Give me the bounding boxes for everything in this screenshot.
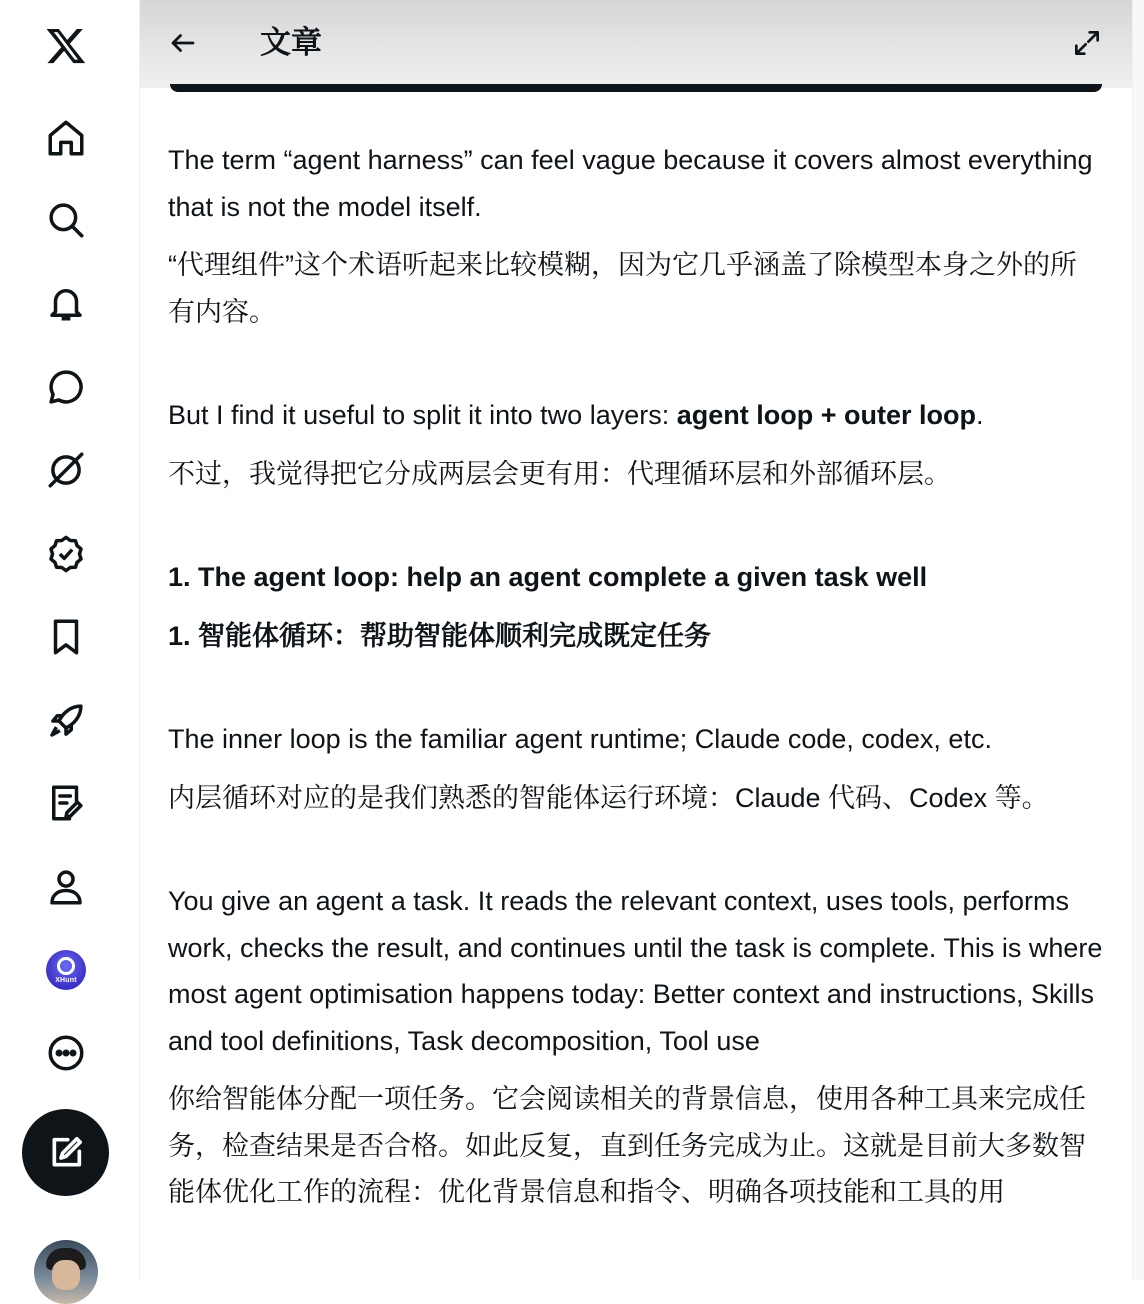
more-circle-icon [45,1032,87,1074]
nav-more[interactable] [22,1023,110,1083]
nav-profile[interactable] [22,857,110,917]
compose-icon [46,1133,86,1173]
bookmark-icon [45,616,87,658]
search-icon [45,199,87,241]
chat-bubble-icon [45,366,87,408]
paragraph-3-zh: 内层循环对应的是我们熟悉的智能体运行环境：Claude 代码、Codex 等。 [168,782,1049,813]
nav-notifications[interactable] [22,273,110,333]
heading-1-en: 1. The agent loop: help an agent complete a given task well [168,562,928,592]
compose-post-button[interactable] [22,1109,109,1196]
paragraph-2-en [168,392,1103,439]
nav-verified[interactable] [22,524,110,584]
paragraph-1-en: The term “agent harness” can feel vague because it covers almost everything that is not the model itself. [168,145,1093,222]
article-header [140,0,1132,88]
paragraph-1-zh: “代理组件”这个术语听起来比较模糊，因为它几乎涵盖了除模型本身之外的所有内容。 [168,250,1077,327]
bell-icon [45,282,87,324]
nav-business[interactable] [22,691,110,751]
page-title: 文章 [260,25,322,60]
page-edge [1132,0,1144,1280]
nav-messages[interactable] [22,357,110,417]
nav-explore[interactable] [22,190,110,250]
person-icon [45,866,87,908]
heading-1-zh: 1. 智能体循环：帮助智能体顺利完成既定任务 [168,620,712,651]
article-body [168,137,1103,1216]
paragraph-4-en: You give an agent a task. It reads the relevant context, uses tools, performs work, checks the result, and continues until the task is complete. This is where most agent optimisation happens today: Better context and instructions, Skills and tool definitions, Task decomposition, Tool use [168,886,1103,1056]
nav-articles[interactable] [22,773,110,833]
paragraph-2-zh: 不过，我觉得把它分成两层会更有用：代理循环层和外部循环层。 [168,458,951,489]
back-button[interactable] [158,20,208,66]
nav-home[interactable] [22,108,110,168]
paragraph-2-prefix: But I find it useful to split it into two layers: [168,400,677,430]
grok-icon [45,449,87,491]
nav-xhunt[interactable] [22,940,110,1000]
header-cover-edge [170,84,1102,92]
arrow-left-icon [168,28,198,58]
paragraph-2-bold: agent loop + outer loop [676,400,976,430]
paragraph-3-en: The inner loop is the familiar agent runtime; Claude code, codex, etc. [168,724,992,754]
nav-bookmarks[interactable] [22,607,110,667]
xhunt-avatar-icon [46,950,86,990]
home-icon [45,117,87,159]
left-navigation [0,0,140,1280]
x-logo-icon [45,25,87,67]
nav-grok[interactable] [22,440,110,500]
paragraph-4-zh: 你给智能体分配一项任务。它会阅读相关的背景信息，使用各种工具来完成任务，检查结果是否合格。如此反复，直到任务完成为止。这就是目前大多数智能体优化工作的流程：优化背景信息和指令、明确各项技能和工具的用 [168,1084,1086,1207]
rocket-icon [45,700,87,742]
x-logo-button[interactable] [22,16,110,76]
user-avatar[interactable] [34,1240,98,1304]
paragraph-2-suffix: . [975,400,984,430]
verified-badge-icon [45,533,87,575]
xhunt-label: XHunt [55,977,77,984]
article-edit-icon [45,782,87,824]
expand-icon [1071,27,1103,59]
expand-button[interactable] [1064,20,1110,66]
